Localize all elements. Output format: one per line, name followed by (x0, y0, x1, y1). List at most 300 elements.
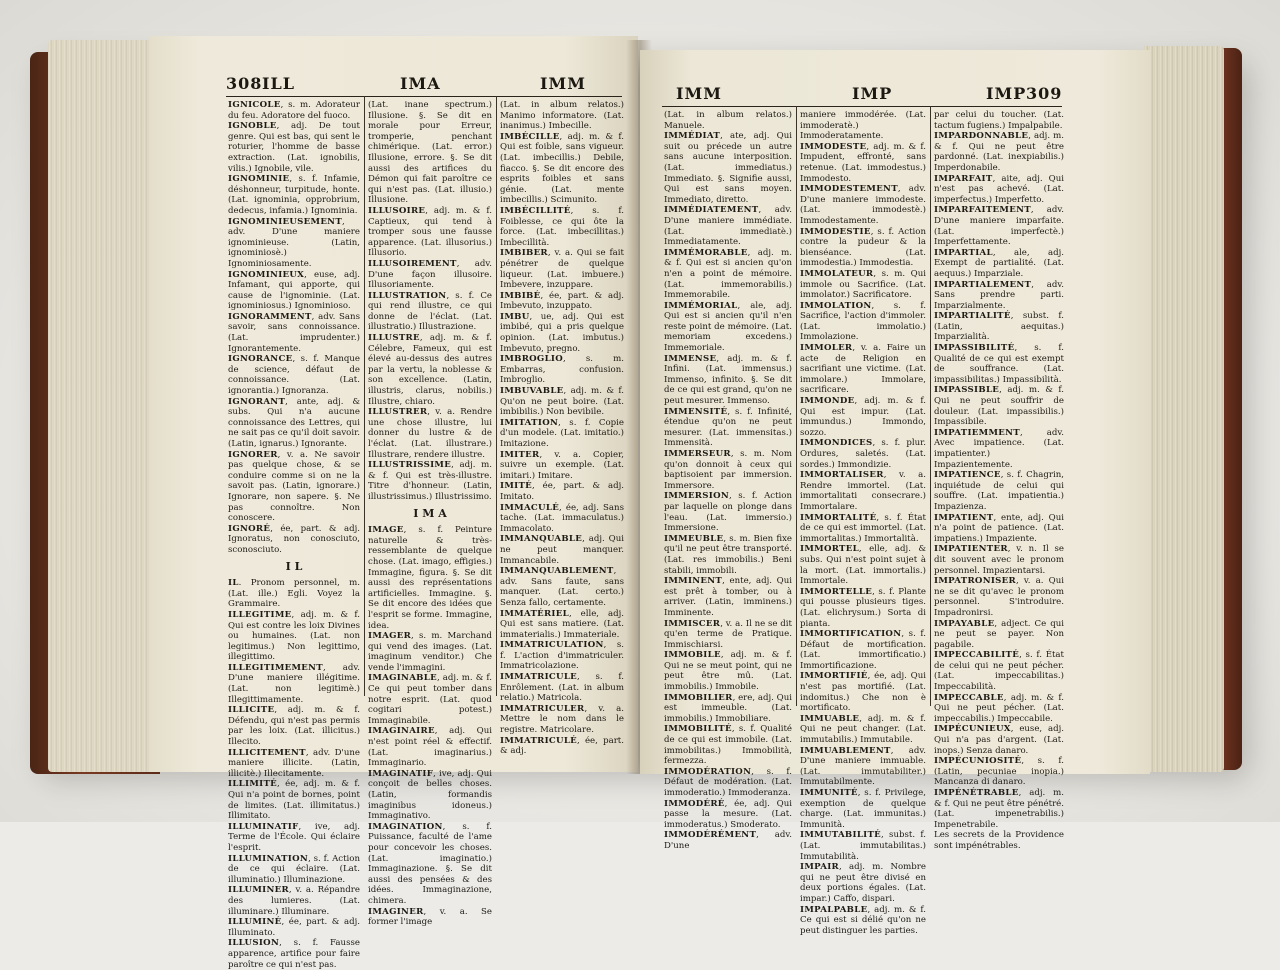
entry-headword: IMPARFAITEMENT (934, 205, 1031, 216)
entry-headword: IMPECCABILITÉ (934, 650, 1020, 661)
dictionary-entry (228, 663, 360, 705)
entry-definition: , adj. m. Nombre qui ne peut être divisé en deux portions égales. (Lat. impar.) Caffo, dispari. (800, 862, 926, 904)
dictionary-entry (368, 291, 492, 333)
dictionary-entry (500, 566, 624, 608)
entry-headword: IMMODESTE (800, 141, 867, 152)
dictionary-entry (934, 110, 1064, 131)
dictionary-entry (664, 205, 792, 247)
dictionary-entry (500, 418, 624, 450)
entry-headword: IMITÉ (500, 481, 532, 492)
entry-headword: IL (228, 578, 239, 589)
entry-definition: , adv. Sans savoir, sans connoissance. (Lat. imprudenter.) Ignorantemente. (228, 311, 360, 354)
entry-definition: , s. f. Chagrin, inquiétude de celui qui souffre. (Lat. impatientia.) Impazienza. (934, 470, 1064, 512)
entry-definition: , euse, adj. Qui n'a pas d'argent. (Lat. inops.) Senza danaro. (934, 724, 1064, 756)
header-rule (662, 106, 1062, 107)
dictionary-entry (228, 854, 360, 886)
entry-headword: IMAGER (368, 631, 412, 642)
dictionary-entry (500, 640, 624, 672)
dictionary-column (500, 100, 624, 757)
dictionary-entry (500, 534, 624, 566)
dictionary-entry (800, 629, 926, 671)
entry-headword: IMAGE (368, 525, 404, 536)
entry-headword: IMMODESTIE (800, 226, 871, 237)
entry-headword: IMMUTABILITÉ (800, 830, 882, 841)
entry-headword: IMMATRICULÉ (500, 735, 578, 746)
dictionary-entry (228, 705, 360, 747)
entry-definition: , s. f. Défaut de mortification. (Lat. immortificatio.) Immortificazione. (800, 629, 926, 671)
entry-definition: , elle, adj. & subs. Qui n'est point sujet à la mort. (Lat. immortalis.) Immortale. (800, 544, 926, 587)
entry-definition: , adj. m. & f. Célebre, Fameux, qui est élevé au-dessus des autres par la vertu, la noblesse & son excellence. (Latin, illustris, clarus, nobilis.) Illustre, chiaro. (368, 333, 492, 407)
dictionary-entry (934, 280, 1064, 312)
dictionary-entry (500, 386, 624, 418)
dictionary-entry (934, 513, 1064, 545)
entry-headword: IMPÉNÉTRABLE (934, 788, 1019, 798)
entry-definition: , s. f. Défaut de modération. (Lat. immoderatio.) Immoderanza. (664, 766, 792, 798)
dictionary-entry (228, 779, 360, 821)
entry-headword: IMPASSIBILITÉ (934, 343, 1015, 354)
dictionary-entry (500, 312, 624, 354)
entry-headword: IMMORTELLE (800, 586, 873, 597)
dictionary-entry (800, 301, 926, 343)
entry-headword: IMBIBER (500, 248, 548, 259)
left-page-edges (48, 40, 158, 772)
dictionary-entry (800, 438, 926, 470)
entry-headword: IMPARTIAL (934, 247, 993, 258)
entry-headword: IGNOMINIEUX (228, 269, 305, 280)
entry-headword: IMAGINATION (368, 821, 443, 832)
dictionary-entry (934, 174, 1064, 206)
entry-definition: , adject. Ce qui ne peut se payer. Non pagabile. (934, 618, 1064, 650)
entry-headword: ILLUSOIREMENT (368, 258, 457, 269)
dictionary-entry (500, 672, 624, 704)
entry-headword: IMPARFAIT (934, 173, 993, 184)
dictionary-entry (228, 100, 360, 121)
entry-definition: , euse, adj. Infamant, qui apporte, qui cause de l'ignominie. (Lat. ignominiosus.) Ignominioso. (228, 269, 360, 312)
dictionary-entry (800, 746, 926, 788)
entry-definition: , v. n. Il se dit souvent avec le pronom personnel. Impazientarsi. (934, 544, 1064, 576)
entry-headword: IMMODÉRATION (664, 766, 752, 777)
entry-definition: , s. f. Enrôlement. (Lat. in album relatio.) Matricola. (500, 672, 624, 704)
entry-headword: IMPECCABLE (934, 692, 1004, 703)
entry-headword: IMPARTIALITÉ (934, 311, 1011, 322)
entry-headword: IMPATIENTER (934, 544, 1008, 555)
dictionary-entry (800, 110, 926, 142)
dictionary-entry (664, 131, 792, 205)
entry-definition: , adj. m. & f. Infini. (Lat. immensus.) Immenso, infinito. §. Se dit de ce qui est grand, qu'on ne peut mesurer. Immenso. (664, 353, 792, 407)
page-number: 308 (226, 74, 263, 93)
entry-definition: , s. f. Manque de science, défaut de connoissance. (Lat. ignorantia.) Ignoranza. (228, 354, 360, 397)
entry-definition: , adj. m. & f. Qui ne peut changer. (Lat. immutabilis.) Immutabile. (800, 713, 926, 746)
entry-definition: , s. f. État de celui qui ne peut pécher. (Lat. impeccabilitas.) Impeccabilità. (934, 650, 1064, 693)
dictionary-entry (368, 673, 492, 726)
entry-headword: IMMOLER (800, 343, 853, 354)
dictionary-entry (664, 534, 792, 576)
entry-definition: , s. f. (Latin, pecuniae inopia.) Mancanza di danaro. (934, 756, 1064, 788)
entry-headword: IMBÉCILLITÉ (500, 205, 571, 216)
dictionary-entry (228, 822, 360, 854)
entry-definition: , ante, adj. & subs. Qui n'a aucune connoissance des Lettres, qui ne sait pas ce qu'il doit savoir. (Latin, ignarus.) Ignorante. (228, 396, 360, 449)
dictionary-entry (500, 704, 624, 736)
entry-definition: , ale, adj. Exempt de partialité. (Lat. aequus.) Imparziale. (934, 247, 1064, 279)
entry-definition: , adj. m. & f. Qui est très-illustre. Titre d'honneur. (Latin, illustrissimus.) Illustrissimo. (368, 460, 492, 502)
entry-headword: IGNOMINIE (228, 174, 290, 185)
dictionary-entry (368, 907, 492, 928)
dictionary-entry (228, 121, 360, 174)
entry-definition: , s. m. Bien fixe qu'il ne peut être transporté. (Lat. res immobilis.) Beni stabili, immobili. (664, 533, 792, 576)
entry-definition: , adj. m. & f. Ce qui peut tomber dans notre esprit. (Lat. quod cogitari potest.) Immaginabile. (368, 673, 492, 726)
entry-headword: IMPATRONISER (934, 576, 1016, 587)
dictionary-entry (500, 503, 624, 535)
entry-definition: , adj. Qui ne peut manquer. Immancabile. (500, 534, 624, 566)
dictionary-entry (664, 799, 792, 831)
dictionary-entry (934, 650, 1064, 692)
dictionary-entry (664, 724, 792, 766)
entry-definition: , s. f. Action contre la pudeur & la bienséance. (Lat. immodestia.) Immodestia. (800, 226, 926, 269)
entry-headword: IMITATION (500, 417, 559, 428)
entry-headword: IMMORTALITÉ (800, 512, 877, 523)
entry-definition: , s. f. Copie d'un modele. (Lat. imitatio.) Imitazione. (500, 417, 624, 449)
entry-definition: , adj. m. & f. Qui est impur. (Lat. immundus.) Immondo, sozzo. (800, 396, 926, 438)
entry-headword: ILLUMINATION (228, 853, 309, 864)
entry-headword: IMPASSIBLE (934, 385, 1000, 396)
dictionary-entry (800, 343, 926, 396)
entry-definition: , s. f. Sacrifice, l'action d'immoler. (Lat. immolatio.) Immolazione. (800, 300, 926, 343)
entry-headword: IMMENSITÉ (664, 406, 728, 417)
dictionary-entry (800, 269, 926, 301)
entry-headword: IMITER (500, 449, 540, 460)
dictionary-entry (800, 544, 926, 586)
dictionary-entry (800, 788, 926, 830)
dictionary-entry (934, 205, 1064, 247)
entry-definition: , s. f. Foiblesse, ce qui ôte la force. (Lat. imbecillitas.) Imbecillità. (500, 205, 624, 248)
entry-definition: , ere, adj. Qui est immeuble. (Lat. immobilis.) Immobiliare. (664, 692, 792, 724)
dictionary-entry (228, 174, 360, 216)
entry-headword: IMAGINATIF (368, 768, 434, 779)
entry-definition: , s. m. Qui immole ou Sacrifice. (Lat. immolator.) Sacrificatore. (800, 268, 926, 301)
entry-headword: IGNICOLE (228, 100, 281, 110)
entry-definition: , adj. m. & f. Captieux, qui tend à tromper sous une fausse apparence. (Lat. illusorius.) Illusorio. (368, 205, 492, 259)
right-page (640, 50, 1150, 936)
entry-definition: , adv. D'une maniere ignominieuse. (Latin, ignominiosè.) Ignominiosamente. (228, 216, 360, 269)
entry-definition: , adv. Sans prendre parti. Imparzialmente. (934, 279, 1064, 311)
entry-headword: IMPARTIALEMENT (934, 279, 1032, 290)
entry-definition: maniere immodérée. (Lat. immoderatè.) Immoderatamente. (800, 110, 926, 142)
entry-definition: , s. f. Infinité, étendue qu'on ne peut mesurer. (Lat. immensitas.) Immensità. (664, 406, 792, 449)
dictionary-entry (800, 905, 926, 937)
entry-headword: IMMOLATION (800, 300, 872, 311)
dictionary-entry (664, 491, 792, 533)
entry-definition: , s. f. Fausse apparence, artifice pour faire paroître ce qui n'est pas. (228, 938, 360, 970)
dictionary-entry (228, 885, 360, 917)
entry-headword: IMMATRICULE (500, 672, 578, 683)
entry-definition: , ente, adj. Qui est prêt à tomber, ou à arriver. (Latin, imminens.) Imminente. (664, 576, 792, 618)
entry-definition: , adj. Qui n'est point réel & effectif. (Lat. imaginarius.) Immaginario. (368, 726, 492, 769)
entry-headword: ILLUSTRISSIME (368, 460, 452, 471)
entry-definition: , ée, adj. Qui passe la mesure. (Lat. immoderatus.) Smoderato. (664, 798, 792, 830)
column-rule (796, 106, 797, 706)
entry-definition: , ée, adj. Qui n'est pas mortifié. (Lat. indomitus.) Che non è mortificato. (800, 671, 926, 714)
entry-definition: par celui du toucher. (Lat. tactum fugiens.) Impalpabile. (934, 110, 1064, 131)
entry-headword: IMMORTIFIÉ (800, 671, 868, 682)
entry-headword: IMMERSEUR (664, 449, 731, 459)
entry-headword: IGNOBLE (228, 121, 277, 132)
entry-headword: IMMOBILITÉ (664, 724, 732, 735)
entry-definition: , v. a. Faire un acte de Religion en sacrifiant une victime. (Lat. immolare.) Immolare, sacrificare. (800, 343, 926, 396)
entry-headword: IMMÉDIATEMENT (664, 205, 759, 216)
right-page-header (640, 84, 1150, 108)
entry-definition: , aite, adj. Qui n'est pas achevé. (Lat. imperfectus.) Imperfetto. (934, 173, 1064, 205)
entry-headword: ILLEGITIME (228, 609, 292, 620)
entry-headword: IMBIBÉ (500, 290, 541, 301)
dictionary-entry (228, 524, 360, 556)
dictionary-entry (934, 428, 1064, 470)
entry-headword: ILLIMITÉ (228, 779, 278, 790)
dictionary-entry (800, 184, 926, 226)
dictionary-entry (934, 724, 1064, 756)
entry-headword: IMPAIR (800, 862, 839, 873)
entry-definition: , adj. m. & f. Qui ne peut être pénétré. (Lat. impenetrabilis.) Impenetrabile. (934, 788, 1064, 830)
entry-definition: , v. a. Il ne se dit qu'en terme de Pratique. Immischiarsi. (664, 618, 792, 650)
dictionary-entry (228, 938, 360, 970)
dictionary-entry (934, 385, 1064, 427)
entry-headword: IMMODÉRÉ (664, 798, 725, 809)
entry-headword: IMMÉDIAT (664, 131, 721, 142)
dictionary-entry (664, 693, 792, 725)
entry-headword: IMPÉCUNIEUX (934, 724, 1011, 735)
entry-headword: IMPARDONNABLE (934, 131, 1029, 142)
entry-definition: , adv. D'une maniere immodeste. (Lat. immodestè.) Immodestamente. (800, 184, 926, 226)
running-headword: IMA (400, 74, 441, 93)
section-letter-header: I M A (413, 506, 447, 520)
entry-definition: , v. a. Copier, suivre un exemple. (Lat. imitari.) Imitare. (500, 449, 624, 481)
entry-definition: , adv. Avec impatience. (Lat. impatienter.) Impazientemente. (934, 427, 1064, 470)
section-letter-header: I L (285, 559, 303, 573)
entry-headword: ILLUSOIRE (368, 205, 426, 216)
right-page-edges (1144, 46, 1224, 772)
entry-definition: , s. f. Ce qui rend illustre, ce qui donne de l'éclat. (Lat. illustratio.) Illustrazione. (368, 290, 492, 333)
entry-headword: IGNORANT (228, 396, 286, 407)
entry-headword: IMMOBILE (664, 650, 721, 661)
entry-definition: , adv. D'une maniere imparfaite. (Lat. imperfectè.) Imperfettamente. (934, 205, 1064, 248)
entry-definition: , s. f. Peinture naturelle & très-ressemblante de quelque chose. (Lat. imago, effigies.) Immagine, figura. §. Se dit aussi des représentations artificielles. Immagine. §. Se dit encore des idées que l'esprit se forme. Immagine, idea. (368, 525, 492, 631)
dictionary-entry (800, 714, 926, 746)
entry-definition: , v. a. Qui se fait pénétrer de quelque liqueur. (Lat. imbuere.) Imbevere, inzuppare. (500, 248, 624, 291)
entry-headword: IMMENSE (664, 353, 717, 364)
entry-definition: (Lat. in album relatos.) Manuele. (664, 110, 792, 131)
entry-headword: ILLICITE (228, 705, 275, 716)
entry-definition: , ente, adj. Qui n'a point de patience. (Lat. impatiens.) Impaziente. (934, 512, 1064, 544)
entry-definition: , adv. D'une maniere immuable. (Lat. immutabiliter.) Immutabilmente. (800, 745, 926, 788)
entry-definition: , v. a. Ne savoir pas quelque chose, & se conduire comme si on ne la savoit pas. (Latin, ignorare.) Ignorare, non sapere. §. Ne pas connoître. Non conoscere. (228, 449, 360, 524)
dictionary-entry (500, 291, 624, 312)
left-page (150, 36, 638, 970)
entry-headword: IMAGINABLE (368, 673, 437, 684)
entry-definition: , s. f. Puissance, faculté de l'ame pour concevoir les choses. (Lat. imaginatio.) Immaginazione. §. Se dit aussi des pensées & des idées. Immaginazione, chimera. (368, 821, 492, 906)
entry-headword: IMPAYABLE (934, 618, 995, 629)
entry-definition: , s. m. Nom qu'on donnoit à ceux qui baptisoient par immersion. Immersore. (664, 449, 792, 491)
entry-definition: , adv. D'une (664, 830, 792, 851)
entry-definition: , s. f. Infamie, déshonneur, turpitude, honte. (Lat. ignominia, opprobrium, dedecus, infamia.) Ignominia. (228, 174, 360, 216)
dictionary-entry (934, 576, 1064, 618)
dictionary-entry (500, 481, 624, 502)
entry-definition: , elle, adj. Qui est sans matiere. (Lat. immaterialis.) Immateriale. (500, 608, 624, 640)
entry-definition: (Lat. inane spectrum.) Illusione. §. Se dit en morale pour Erreur, tromperie, penchant chimérique. (Lat. error.) Illusione, errore. §. Se dit aussi des artifices du Démon qui fait paroître ce qui n'est pas. (Lat. illusio.) Illusione. (368, 100, 492, 206)
dictionary-entry (368, 726, 492, 768)
entry-headword: IMBU (500, 311, 530, 322)
entry-headword: IMMODÉRÉMENT (664, 830, 757, 841)
dictionary-entry (228, 270, 360, 312)
entry-headword: IMBROGLIO (500, 354, 564, 365)
page-number: 309 (1026, 84, 1063, 103)
dictionary-entry (934, 311, 1064, 343)
dictionary-entry (368, 259, 492, 291)
entry-definition: , s. f. Qualité de ce qui est exempt de souffrance. (Lat. impassibilitas.) Impassibilità. (934, 343, 1064, 385)
dictionary-entry (368, 769, 492, 822)
entry-headword: IMMOLATEUR (800, 268, 874, 279)
entry-definition: , ue, adj. Qui est imbibé, qui a pris quelque opinion. (Lat. imbutus.) Imbevuto, pregno. (500, 311, 624, 354)
dictionary-entry (368, 822, 492, 907)
dictionary-entry (500, 609, 624, 641)
entry-definition: , v. a. Rendre une chose illustre, lui donner du lustre & de l'éclat. (Lat. illustrare.) Illustrare, rendere illustre. (368, 407, 492, 460)
entry-headword: IMBUVABLE (500, 386, 564, 397)
entry-definition: , adj. m. & f. Qui ne se meut point, qui ne peut être mû. (Lat. immobilis.) Immobile. (664, 650, 792, 693)
entry-headword: IMAGINER (368, 906, 424, 917)
entry-definition: , ive, adj. Terme de l'École. Qui éclaire l'esprit. (228, 821, 360, 853)
entry-headword: IMMÉMORIAL (664, 300, 738, 311)
dictionary-entry (800, 513, 926, 545)
entry-headword: IMPATIENCE (934, 470, 1001, 481)
dictionary-entry (500, 736, 624, 757)
entry-definition: , s. m. Embarras, confusion. Imbroglio. (500, 354, 624, 386)
entry-definition: , ée, adj. m. & f. Qui n'a point de bornes, point de limites. (Lat. illimitatus.) Illimitato. (228, 779, 360, 822)
entry-definition: , v. a. Qui ne se dit qu'avec le pronom personnel. S'introduire. Impadronirsi. (934, 576, 1064, 618)
dictionary-entry (664, 248, 792, 301)
entry-headword: IMPATIENT (934, 512, 994, 523)
entry-definition: , ale, adj. Qui est si ancien qu'il n'en reste point de mémoire. (Lat. memoriam excedens.) Immemoriale. (664, 300, 792, 354)
dictionary-entry (664, 576, 792, 618)
left-page-header (150, 74, 638, 98)
entry-headword: ILLUMINER (228, 885, 289, 896)
dictionary-entry (500, 100, 624, 132)
dictionary-entry (368, 525, 492, 631)
dictionary-entry (500, 206, 624, 248)
entry-headword: IMPATIEMMENT (934, 427, 1020, 438)
entry-definition: , ée, part. & adj. Illuminato. (228, 917, 360, 938)
entry-definition: , subst. f. (Latin, aequitas.) Imparzialità. (934, 311, 1064, 343)
column-rule (364, 96, 365, 696)
entry-definition: , ée, adj. Sans tache. (Lat. immaculatus.) Immacolato. (500, 502, 624, 534)
dictionary-entry (934, 248, 1064, 280)
dictionary-entry (228, 917, 360, 938)
dictionary-entry (800, 142, 926, 184)
entry-headword: IGNOMINIEUSEMENT (228, 216, 343, 227)
dictionary-entry (934, 470, 1064, 512)
entry-definition: , s. f. Qualité de ce qui est immobile. (Lat. immobilitas.) Immobilità, fermezza. (664, 724, 792, 767)
entry-definition: , s. f. Action de ce qui éclaire. (Lat. illuminatio.) Illuminazione. (228, 853, 360, 885)
entry-headword: IMPÉCUNIOSITÉ (934, 756, 1022, 767)
dictionary-entry (500, 248, 624, 290)
entry-headword: IMMORTALISER (800, 470, 884, 481)
entry-definition: . Pronom personnel, m. (Lat. ille.) Egli. Voyez la Grammaire. (228, 578, 360, 610)
entry-definition: , ive, adj. Qui conçoit de belles choses. (Latin, formandis imaginibus idoneus.) Immaginativo. (368, 768, 492, 822)
dictionary-entry (368, 460, 492, 502)
dictionary-entry (664, 354, 792, 407)
entry-headword: IMMANQUABLE (500, 534, 583, 545)
entry-definition: , adj. m. & f. Ce qui est si délié qu'on ne peut distinguer les parties. (800, 904, 926, 936)
entry-headword: IMMODESTEMENT (800, 184, 898, 195)
entry-headword: IMMORTEL (800, 544, 859, 555)
running-headword: IMP (852, 84, 893, 103)
entry-headword: IMPALPABLE (800, 904, 868, 915)
dictionary-entry (228, 610, 360, 663)
entry-headword: IGNORAMMENT (228, 311, 312, 322)
entry-definition: , v. a. Répandre des lumieres. (Lat. illuminare.) Illuminare. (228, 885, 360, 917)
entry-definition: , s. f. Privilege, exemption de quelque charge. (Lat. immunitas.) Immunità. (800, 788, 926, 830)
entry-definition: , adj. m. & f. Qui est contre les loix Divines ou humaines. (Lat. non legitimus.) Non legittimo, illegittimo. (228, 609, 360, 663)
entry-definition: , s. f. État de ce qui est immortel. (Lat. immortalitas.) Immortalità. (800, 512, 926, 544)
entry-headword: ILLUMINATIF (228, 821, 299, 832)
entry-definition: , ée, part. & adj. Ignoratus, non conosciuto, sconosciuto. (228, 523, 360, 555)
dictionary-entry (368, 100, 492, 206)
entry-definition: , adv. Sans faute, sans manquer. (Lat. certo.) Senza fallo, certamente. (500, 566, 624, 608)
entry-headword: IMMATRICULATION (500, 640, 604, 651)
dictionary-entry (800, 862, 926, 904)
dictionary-entry (800, 396, 926, 438)
dictionary-entry (934, 693, 1064, 725)
entry-headword: IGNORÉ (228, 523, 271, 534)
dictionary-entry (228, 354, 360, 396)
entry-definition: , adj. m. & f. Qui est foible, sans vigueur. (Lat. imbecillis.) Debile, fiacco. §. Se dit encore des esprits foibles et sans génie. (Lat. mente imbecillis.) Scimunito. (500, 131, 624, 206)
entry-definition: , s. m. Adorateur du feu. Adoratore del fuoco. (228, 100, 360, 121)
dictionary-entry (500, 450, 624, 482)
entry-headword: IMMÉMORABLE (664, 247, 748, 258)
dictionary-entry (934, 343, 1064, 385)
dictionary-entry (664, 767, 792, 799)
entry-definition: , ée, part. & adj. Imitato. (500, 481, 624, 502)
entry-headword: IMMUABLE (800, 713, 860, 724)
dictionary-entry (800, 470, 926, 512)
entry-headword: IMMEUBLE (664, 533, 724, 544)
entry-definition: , adv. D'une façon illusoire. Illusoriamente. (368, 258, 492, 291)
entry-headword: IMMUNITÉ (800, 788, 858, 798)
column-rule (496, 96, 497, 696)
entry-headword: IMMINENT (664, 576, 723, 587)
entry-headword: ILLUSION (228, 938, 280, 949)
entry-headword: IGNORER (228, 449, 278, 460)
dictionary-entry (664, 650, 792, 692)
running-headword: ILL (262, 74, 295, 93)
entry-definition: , ée, part. & adj. Imbevuto, inzuppato. (500, 290, 624, 312)
dictionary-entry (664, 301, 792, 354)
column-rule (930, 106, 931, 706)
dictionary-entry (800, 671, 926, 713)
dictionary-entry (228, 312, 360, 354)
entry-headword: IMMONDICES (800, 438, 873, 449)
entry-definition: , adj. m. & f. Qu'on ne peut boire. (Lat. imbibilis.) Non bevibile. (500, 386, 624, 418)
dictionary-entry (368, 631, 492, 673)
dictionary-entry (228, 578, 360, 610)
entry-headword: IMMOBILIER (664, 692, 733, 703)
dictionary-entry (934, 619, 1064, 651)
entry-definition: , s. f. Plante qui pousse plusieurs tiges. (Lat. elichrysum.) Sorta di pianta. (800, 586, 926, 629)
dictionary-entry (664, 449, 792, 491)
dictionary-entry (800, 587, 926, 629)
entry-definition: , adj. m. & f. Qui ne peut pécher. (Lat. impeccabilis.) Impeccabile. (934, 692, 1064, 724)
entry-definition: , s. m. Marchand qui vend des images. (Lat. imaginum venditor.) Che vende l'immagini. (368, 631, 492, 673)
entry-definition: , adv. D'une maniere illégitime. (Lat. non legitimè.) Illegittimamente. (228, 662, 360, 705)
dictionary-entry (500, 354, 624, 386)
entry-headword: IMMATRICULER (500, 703, 585, 714)
